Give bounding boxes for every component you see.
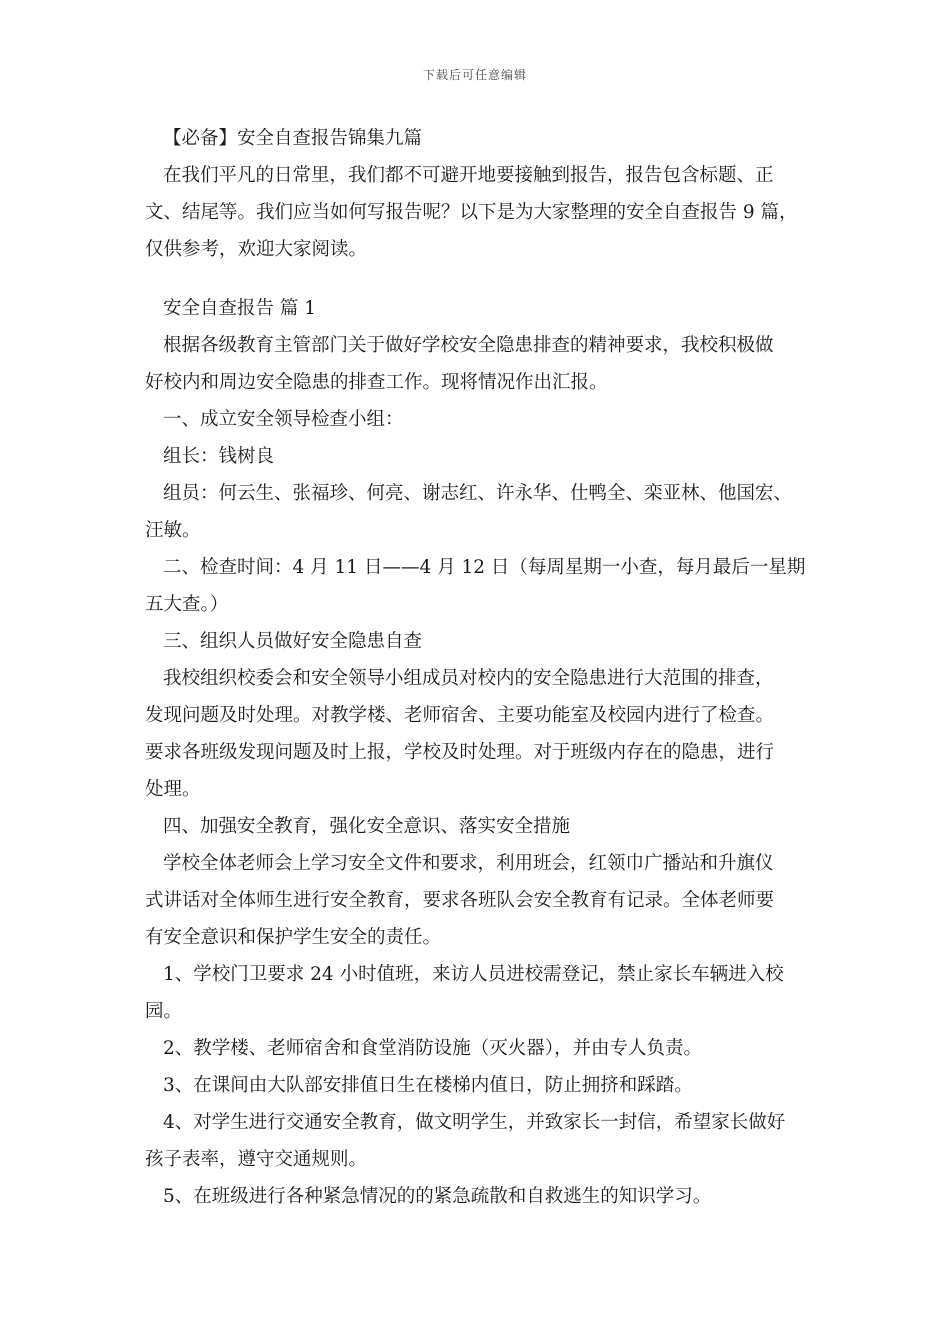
intro-line: 仅供参考，欢迎大家阅读。 [145, 239, 368, 260]
intro-line: 在我们平凡的日常里，我们都不可避开地要接触到报告，报告包含标题、正 [163, 165, 774, 186]
body-line: 4、对学生进行交通安全教育，做文明学生，并致家长一封信，希望家长做好 [163, 1112, 786, 1133]
document-content [145, 120, 817, 1215]
body-line: 我校组织校委会和安全领导小组成员对校内的安全隐患进行大范围的排查， [163, 668, 774, 689]
body-line: 式讲话对全体师生进行安全教育，要求各班队会安全教育有记录。全体老师要 [145, 890, 775, 911]
body-line: 2、教学楼、老师宿舍和食堂消防设施（灭火器），并由专人负责。 [163, 1038, 703, 1059]
intro-line: 文、结尾等。我们应当如何写报告呢？以下是为大家整理的安全自查报告 9 篇， [145, 202, 798, 223]
body-line: 学校全体老师会上学习安全文件和要求，利用班会，红领巾广播站和升旗仪 [163, 853, 774, 874]
body-line: 五大查。） [145, 594, 229, 615]
body-line: 根据各级教育主管部门关于做好学校安全隐患排查的精神要求，我校积极做 [163, 335, 774, 356]
section-heading: 安全自查报告 篇 1 [163, 298, 317, 319]
body-line: 发现问题及时处理。对教学楼、老师宿舍、主要功能室及校园内进行了检查。 [145, 705, 775, 726]
body-line: 园。 [145, 1001, 183, 1022]
body-line: 3、在课间由大队部安排值日生在楼梯内值日，防止拥挤和踩踏。 [163, 1075, 693, 1096]
body-line: 孩子表率，遵守交通规则。 [145, 1149, 368, 1170]
body-line: 有安全意识和保护学生安全的责任。 [145, 927, 442, 948]
header-note: 下载后可任意编辑 [422, 68, 527, 82]
body-line: 一、成立安全领导检查小组： [163, 409, 404, 430]
document-title: 【必备】安全自查报告锦集九篇 [163, 128, 423, 149]
body-line: 四、加强安全教育，强化安全意识、落实安全措施 [163, 816, 571, 837]
body-line: 5、在班级进行各种紧急情况的的紧急疏散和自救逃生的知识学习。 [163, 1186, 712, 1207]
body-line: 好校内和周边安全隐患的排查工作。现将情况作出汇报。 [145, 372, 608, 393]
section-body [145, 327, 817, 1215]
body-line: 组长：钱树良 [163, 446, 275, 467]
body-line: 1、学校门卫要求 24 小时值班，来访人员进校需登记，禁止家长车辆进入校 [163, 964, 784, 985]
body-line: 三、组织人员做好安全隐患自查 [163, 631, 423, 652]
body-line: 处理。 [145, 779, 201, 800]
spacer [145, 268, 817, 290]
body-line: 组员：何云生、张福珍、何亮、谢志红、许永华、仕鸭全、栾亚林、他国宏、 [163, 483, 793, 504]
body-line: 二、检查时间：4 月 11 日——4 月 12 日（每周星期一小查，每月最后一星期 [163, 557, 806, 578]
body-line: 要求各班级发现问题及时上报，学校及时处理。对于班级内存在的隐患，进行 [145, 742, 775, 763]
body-line: 汪敏。 [145, 520, 201, 541]
